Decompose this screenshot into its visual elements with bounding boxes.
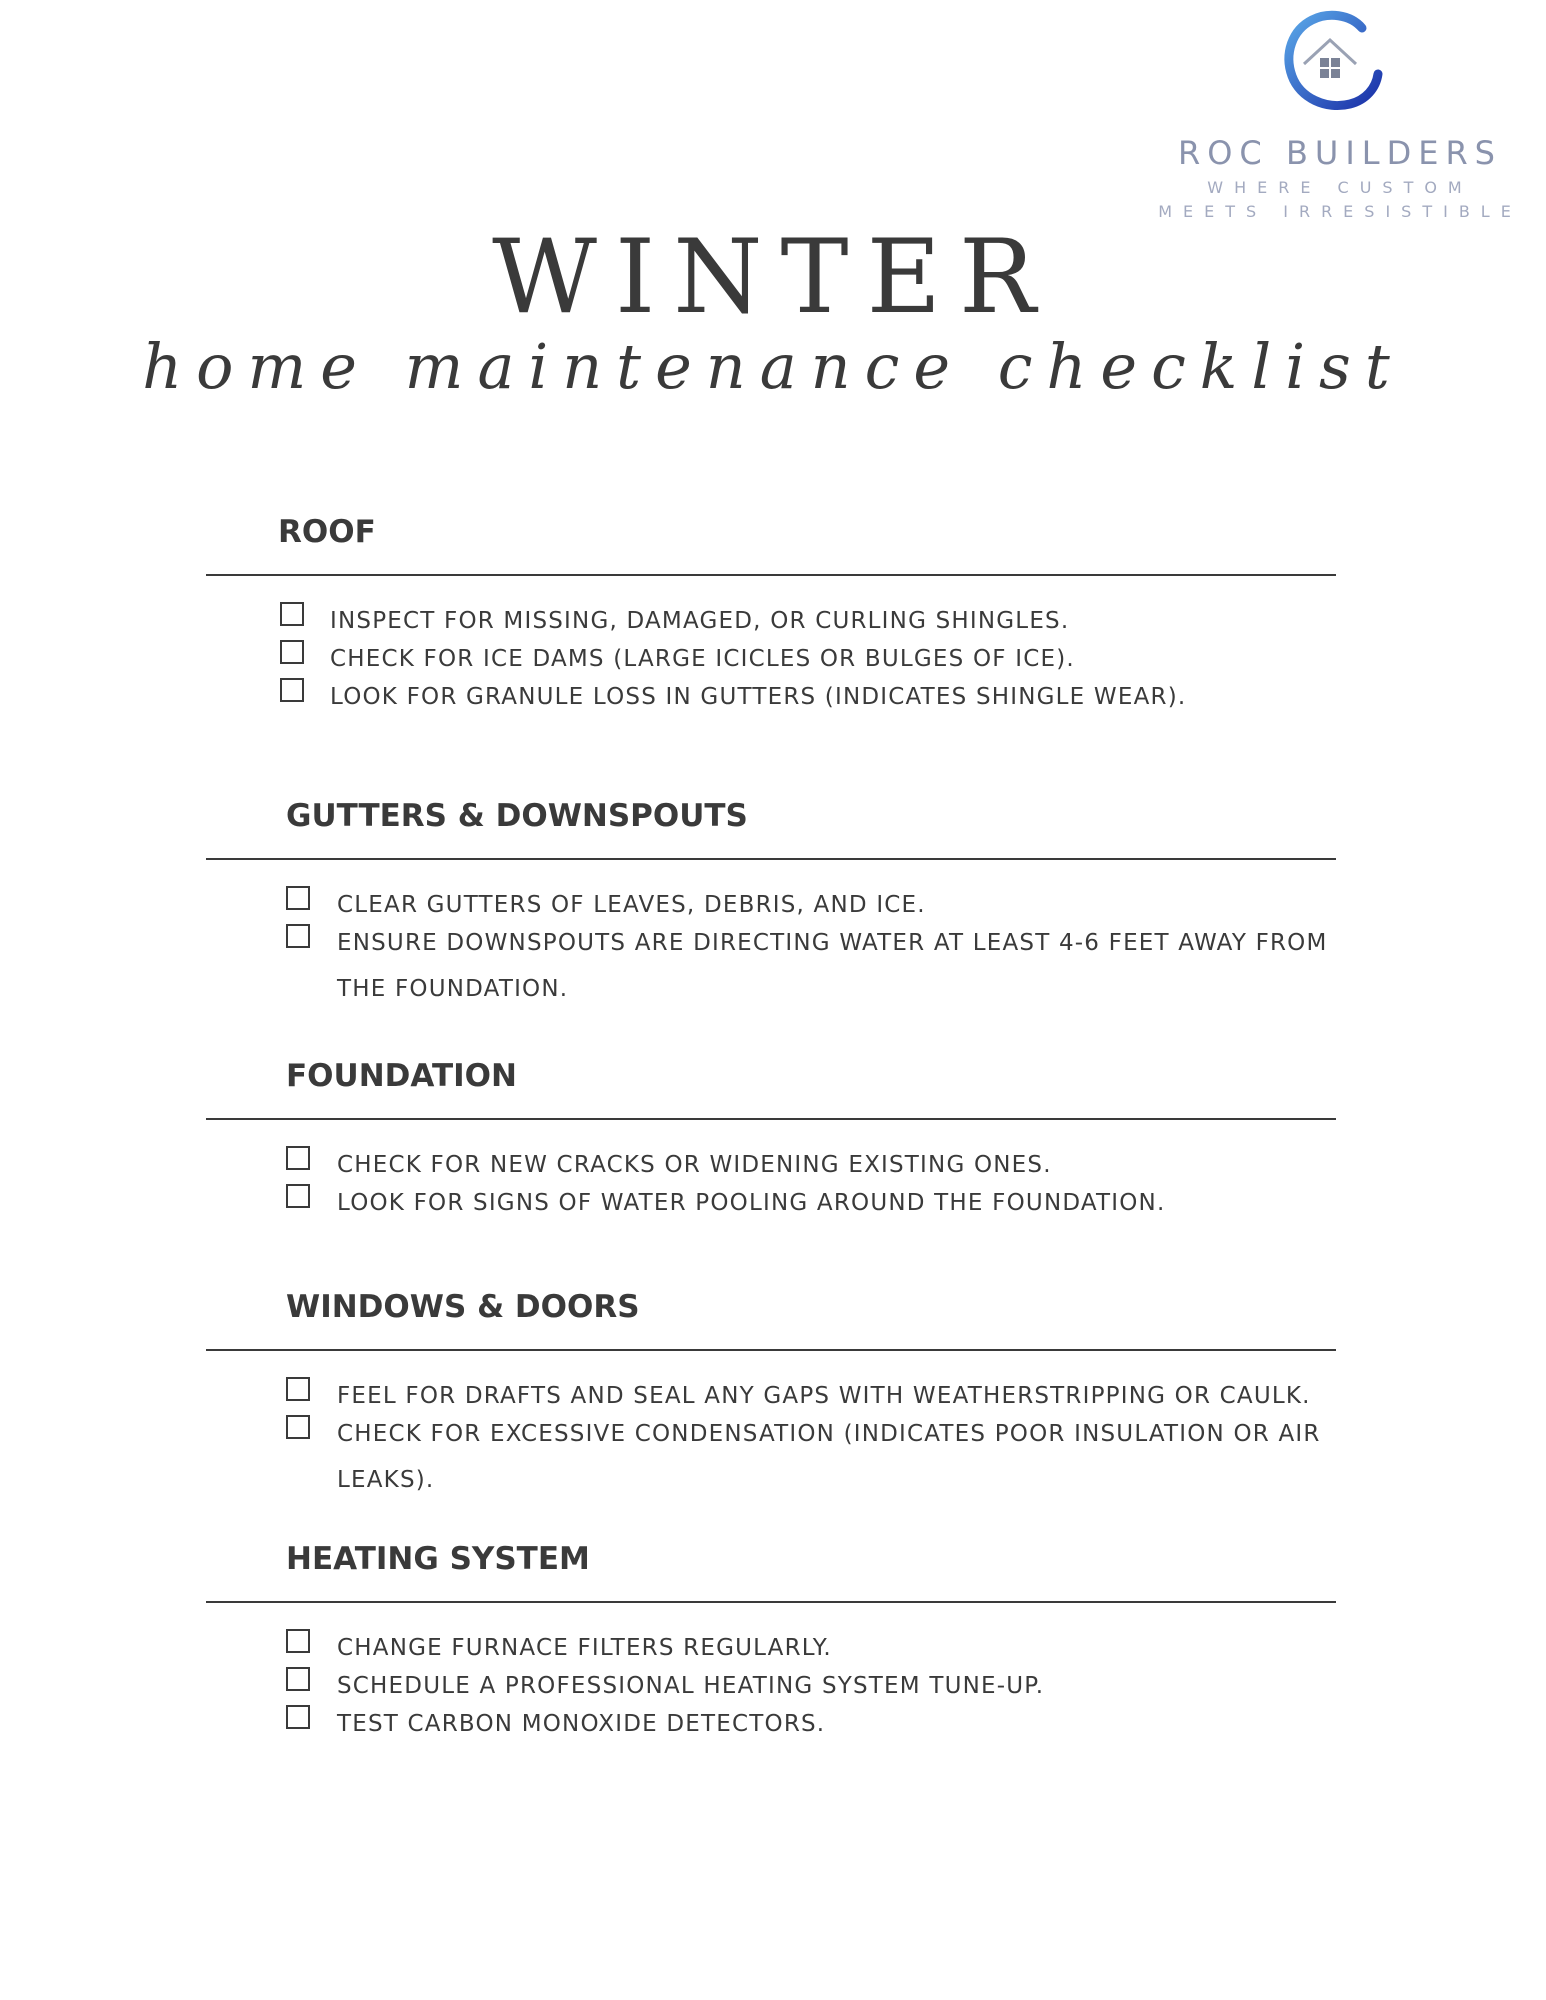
checklist-item-text: SCHEDULE A PROFESSIONAL HEATING SYSTEM TUNE-UP. <box>337 1673 1045 1699</box>
checklist-item <box>206 920 1336 1012</box>
checkbox[interactable] <box>286 924 310 948</box>
section-divider <box>206 1118 1336 1120</box>
section-heading: GUTTERS & DOWNSPOUTS <box>286 798 748 834</box>
section-heading: ROOF <box>278 514 376 550</box>
section-heading: WINDOWS & DOORS <box>286 1289 640 1325</box>
checklist-item-text: TEST CARBON MONOXIDE DETECTORS. <box>337 1711 826 1737</box>
checklist-item <box>206 1180 1336 1226</box>
section-foundation <box>206 1052 1336 1226</box>
checkbox[interactable] <box>286 1377 310 1401</box>
checklist-item-text: CHECK FOR ICE DAMS (LARGE ICICLES OR BULGES OF ICE). <box>330 646 1075 672</box>
checklist-item <box>206 674 1336 720</box>
checklist-item <box>206 1411 1336 1503</box>
section-heating-system <box>206 1535 1336 1747</box>
checkbox[interactable] <box>286 1667 310 1691</box>
section-divider <box>206 1601 1336 1603</box>
checklist-item-text: CLEAR GUTTERS OF LEAVES, DEBRIS, AND ICE. <box>337 892 926 918</box>
brand-logo <box>1140 6 1540 226</box>
section-gutters-downspouts <box>206 792 1336 1012</box>
section-heading: HEATING SYSTEM <box>286 1541 590 1577</box>
section-divider <box>206 574 1336 576</box>
brand-name: ROC BUILDERS <box>1178 134 1502 172</box>
checklist-item-text: CHECK FOR EXCESSIVE CONDENSATION (INDICATES POOR INSULATION OR AIR LEAKS). <box>337 1421 1321 1493</box>
checkbox[interactable] <box>280 678 304 702</box>
house-ring-icon <box>1270 6 1390 126</box>
checklist-item-text: FEEL FOR DRAFTS AND SEAL ANY GAPS WITH WEATHERSTRIPPING OR CAULK. <box>337 1383 1311 1409</box>
checklist-item-text: ENSURE DOWNSPOUTS ARE DIRECTING WATER AT LEAST 4-6 FEET AWAY FROM THE FOUNDATION. <box>337 930 1328 1002</box>
section-heading: FOUNDATION <box>286 1058 517 1094</box>
checkbox[interactable] <box>286 1184 310 1208</box>
page-subtitle: home maintenance checklist <box>142 330 1404 403</box>
checkbox[interactable] <box>286 1146 310 1170</box>
checkbox[interactable] <box>280 602 304 626</box>
checklist-item-text: LOOK FOR GRANULE LOSS IN GUTTERS (INDICATES SHINGLE WEAR). <box>330 684 1187 710</box>
checkbox[interactable] <box>286 1415 310 1439</box>
checkbox[interactable] <box>286 886 310 910</box>
section-windows-doors <box>206 1283 1336 1503</box>
checklist-item-text: CHANGE FURNACE FILTERS REGULARLY. <box>337 1635 832 1661</box>
section-roof <box>206 508 1336 720</box>
checkbox[interactable] <box>286 1629 310 1653</box>
checklist-item-text: LOOK FOR SIGNS OF WATER POOLING AROUND THE FOUNDATION. <box>337 1190 1166 1216</box>
brand-tagline-line1: WHERE CUSTOM <box>1207 178 1473 197</box>
checkbox[interactable] <box>286 1705 310 1729</box>
checkbox[interactable] <box>280 640 304 664</box>
brand-tagline-line2: MEETS IRRESISTIBLE <box>1158 202 1522 221</box>
section-divider <box>206 1349 1336 1351</box>
checklist-item <box>206 1701 1336 1747</box>
checklist-item-text: CHECK FOR NEW CRACKS OR WIDENING EXISTING ONES. <box>337 1152 1052 1178</box>
section-divider <box>206 858 1336 860</box>
page-title: WINTER <box>492 218 1054 337</box>
checklist-item-text: INSPECT FOR MISSING, DAMAGED, OR CURLING SHINGLES. <box>330 608 1070 634</box>
